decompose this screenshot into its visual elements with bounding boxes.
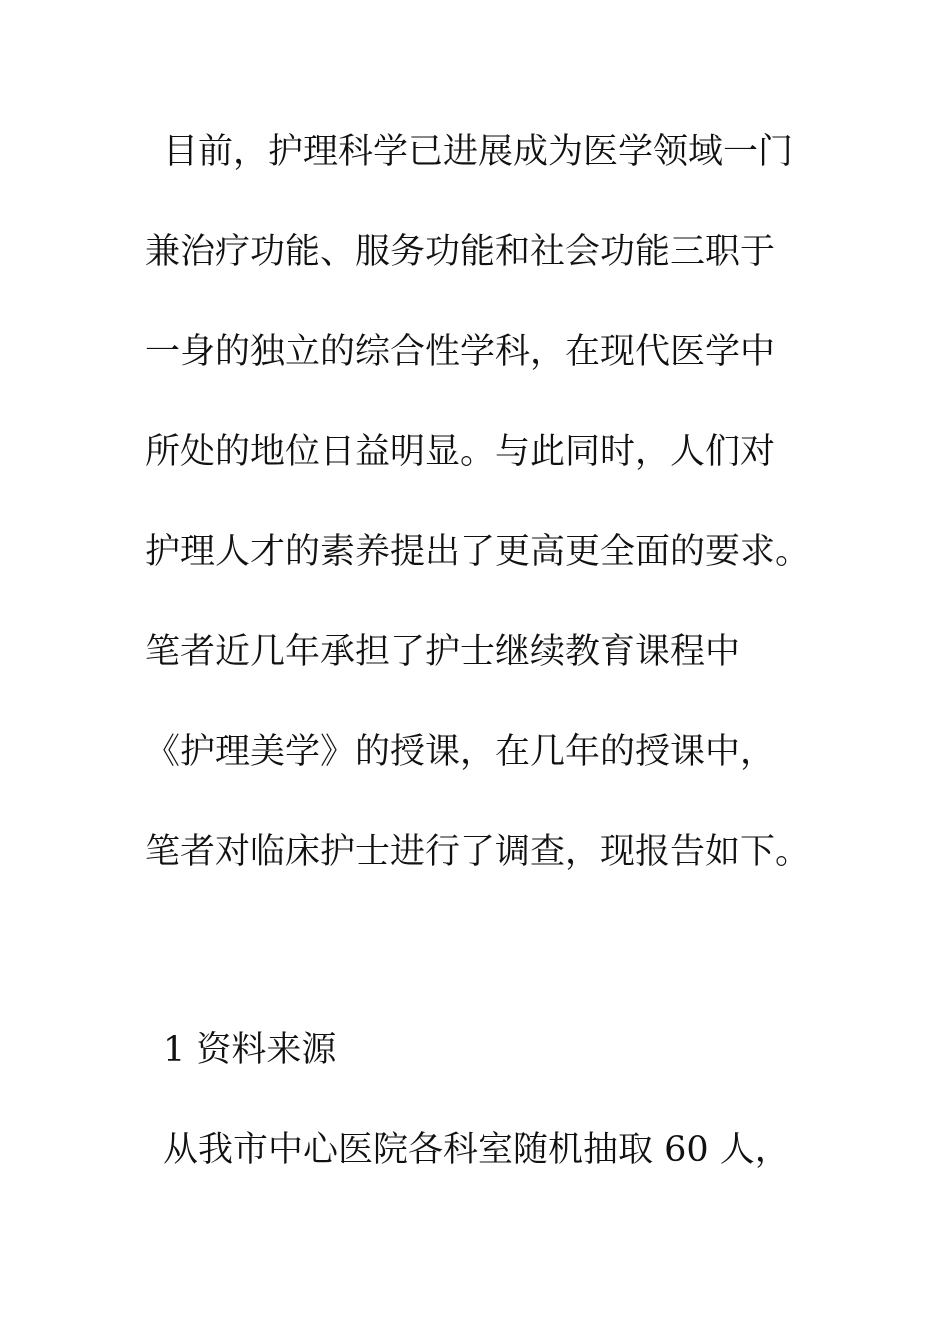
paragraph-line-2: 兼治疗功能、服务功能和社会功能三职于: [145, 232, 776, 272]
paragraph-line-8: 笔者对临床护士进行了调查，现报告如下。: [145, 832, 811, 872]
paragraph-line-1: 目前，护理科学已进展成为医学领域一门: [163, 132, 794, 172]
paragraph-line-3: 一身的独立的综合性学科，在现代医学中: [145, 332, 776, 372]
paragraph-line-7: 《护理美学》的授课，在几年的授课中，: [145, 732, 776, 772]
paragraph-line-4: 所处的地位日益明显。与此同时，人们对: [145, 432, 776, 472]
section-line-1: 从我市中心医院各科室随机抽取 60 人，: [163, 1130, 790, 1170]
section-heading: 1 资料来源: [163, 1030, 337, 1070]
paragraph-line-6: 笔者近几年承担了护士继续教育课程中: [145, 632, 741, 672]
paragraph-line-5: 护理人才的素养提出了更高更全面的要求。: [145, 532, 811, 572]
